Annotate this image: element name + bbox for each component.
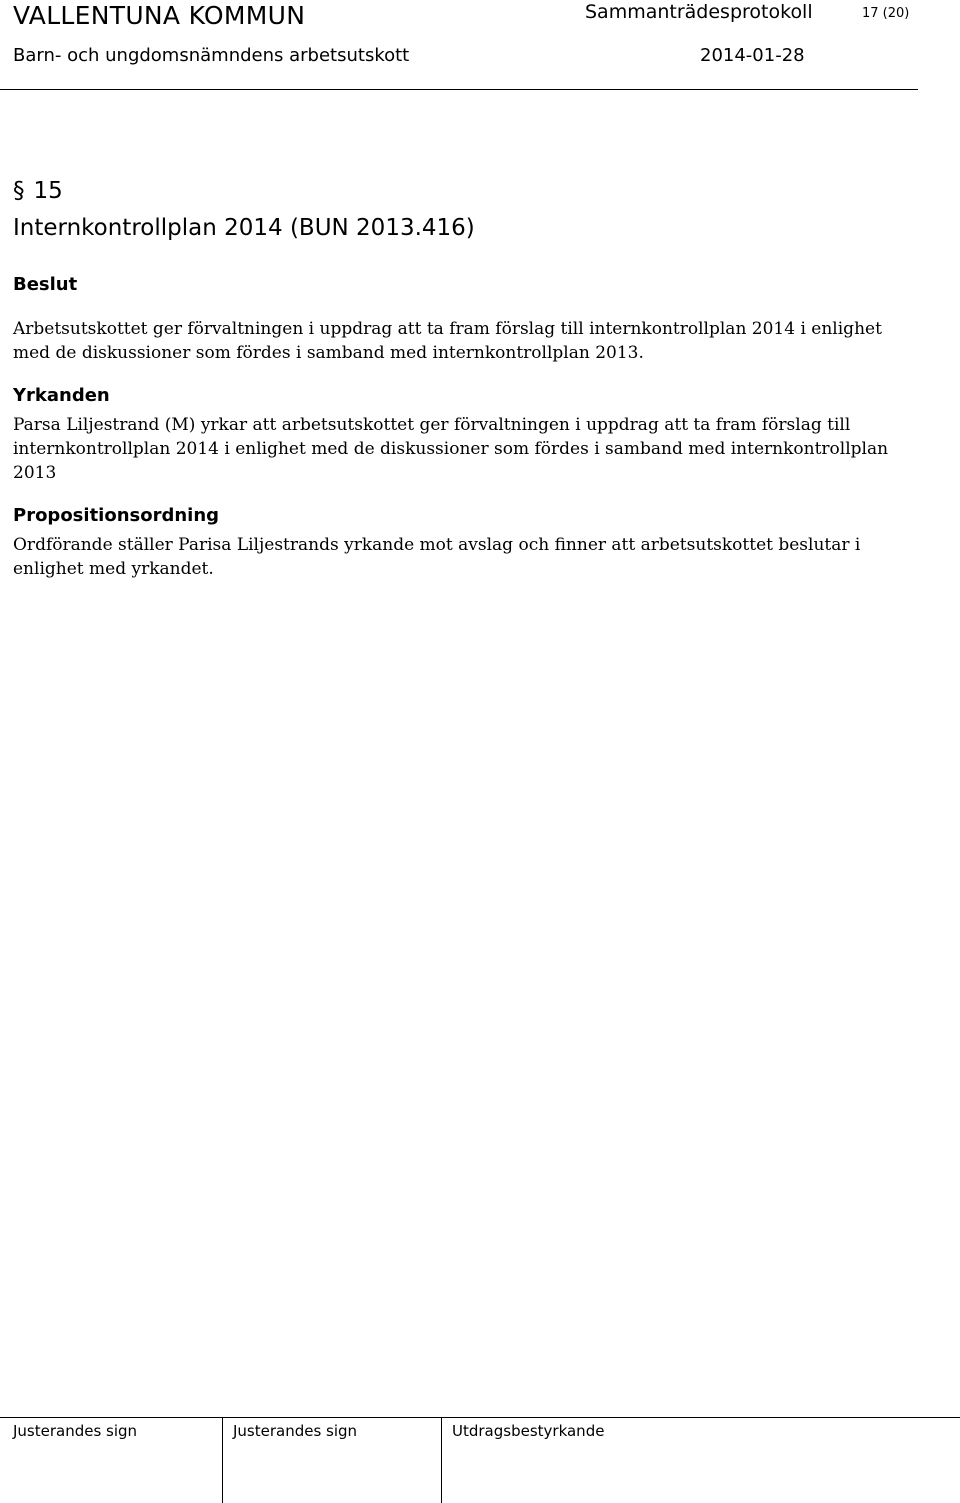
signature-cell-utdragsbestyrkande — [441, 1418, 960, 1503]
text-line: Arbetsutskottet ger förvaltningen i uppdrag att ta fram förslag till internkontrollplan 2014 i enlighet — [13, 319, 882, 339]
paragraph-number — [13, 176, 63, 206]
signature-label: Justerandes sign — [233, 1422, 358, 1440]
paragraph-symbol: § — [13, 178, 25, 204]
text-line: enlighet med yrkandet. — [13, 559, 214, 579]
page-number: 17 (20) — [862, 6, 910, 21]
text-line: Parsa Liljestrand (M) yrkar att arbetsutskottet ger förvaltningen i uppdrag att ta fram förslag till — [13, 415, 851, 435]
signature-cell-justerandes-2 — [222, 1418, 442, 1503]
yrkanden-text — [13, 413, 943, 485]
organization-name: VALLENTUNA KOMMUN — [13, 1, 306, 30]
text-line: Ordförande ställer Parisa Liljestrands yrkande mot avslag och finner att arbetsutskottet beslutar i — [13, 535, 861, 555]
propositionsordning-text — [13, 533, 943, 581]
propositionsordning-heading: Propositionsordning — [13, 505, 220, 526]
signature-cell-justerandes-1 — [3, 1418, 223, 1503]
yrkanden-heading: Yrkanden — [13, 385, 110, 406]
text-line: med de diskussioner som fördes i samband med internkontrollplan 2013. — [13, 343, 644, 363]
text-line: 2013 — [13, 463, 57, 483]
meeting-date: 2014-01-28 — [700, 45, 805, 66]
signature-table — [0, 1417, 960, 1503]
signature-label: Justerandes sign — [13, 1422, 138, 1440]
document-type: Sammanträdesprotokoll — [585, 1, 813, 23]
text-line: internkontrollplan 2014 i enlighet med de diskussioner som fördes i samband med internkontrollplan — [13, 439, 889, 459]
beslut-text — [13, 317, 943, 365]
beslut-heading: Beslut — [13, 274, 78, 295]
header-divider — [0, 89, 918, 90]
item-title: Internkontrollplan 2014 (BUN 2013.416) — [13, 215, 475, 241]
committee-name: Barn- och ungdomsnämndens arbetsutskott — [13, 45, 410, 66]
paragraph-number-value: 15 — [33, 178, 63, 204]
signature-label: Utdragsbestyrkande — [452, 1422, 605, 1440]
